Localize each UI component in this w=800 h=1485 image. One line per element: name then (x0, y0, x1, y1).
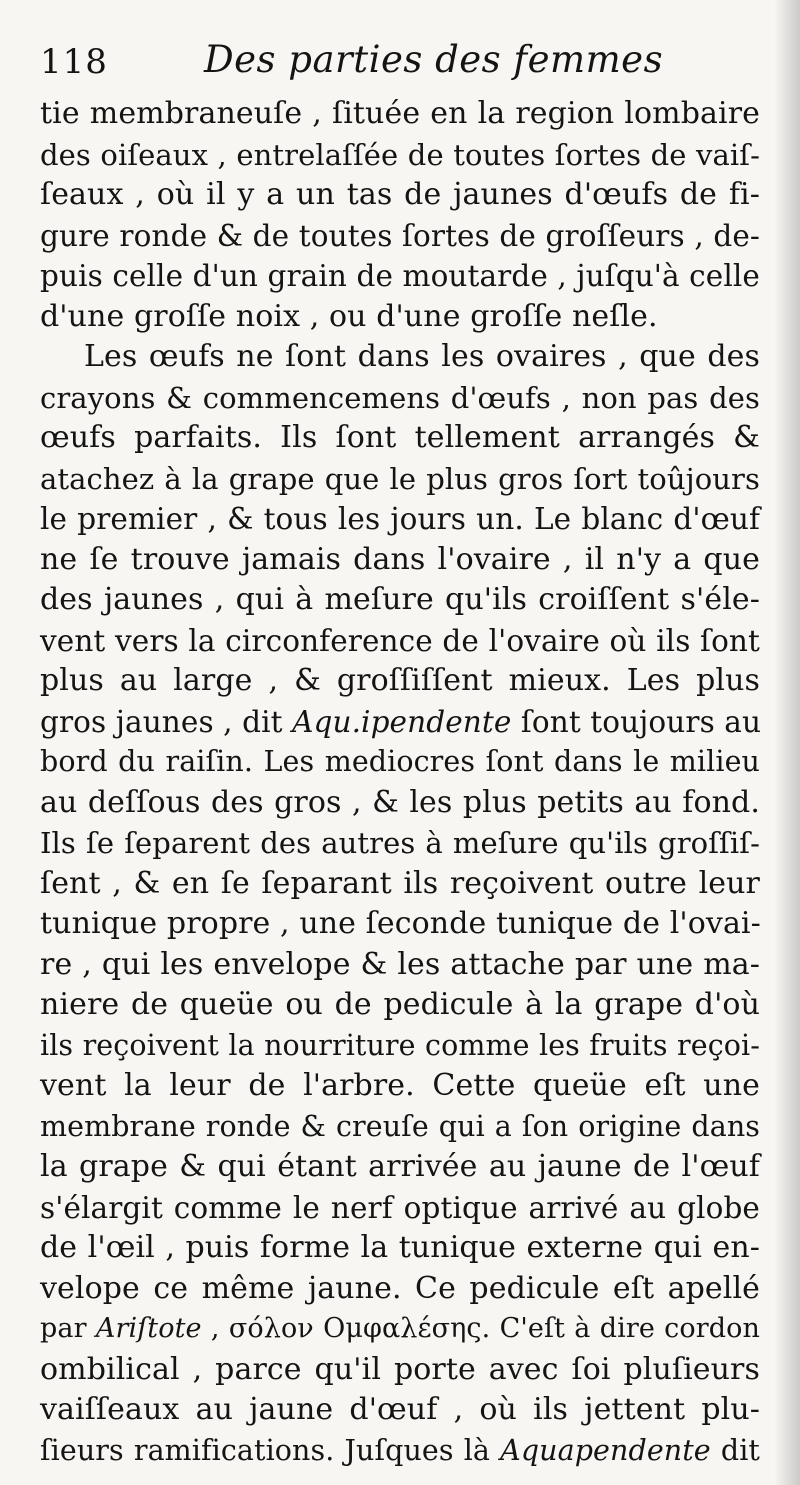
text-line: atachez à la grape que le plus gros ſort toûjours (40, 461, 760, 496)
text-line: le premier , & tous les jours un. Le blanc d'œuf (40, 502, 760, 536)
text-line: œufs parfaits. Ils ſont tellement arrangés & (40, 420, 760, 455)
page-number: 118 (40, 42, 108, 82)
text-line: tie membraneuſe , ſituée en la region lombaire (40, 96, 760, 131)
text-line: vent vers la circonference de l'ovaire où ils ſont (40, 623, 760, 658)
text-line: bord du raiſin. Les mediocres ſont dans le milieu (40, 745, 760, 778)
text-line: plus au large , & groſſiſſent mieux. Les plus (40, 663, 760, 698)
text-line: gros jaunes , dit Aqu.ipendente ſont toujours au (40, 704, 762, 739)
text-line: par Ariſtote , σόλον Ομφαλέσης. C'eſt à dire cordon (40, 1313, 760, 1344)
text-line: des oiſeaux , entrelaſſée de toutes ſortes de vaiſ- (40, 137, 760, 172)
text-line: ſieurs ramifications. Juſques là Aquapendente dit (40, 1433, 760, 1467)
running-title: Des parties des femmes (204, 38, 664, 81)
text-line: Ils ſe ſeparent des autres à meſure qu'ils groſſiſ- (40, 826, 760, 860)
text-line: ils reçoivent la nourriture comme les fruits reçoi- (40, 1028, 760, 1062)
text-line: tunique propre , une ſeconde tunique de l'ovai- (40, 906, 761, 941)
text-line: re , qui les envelope & les attache par une ma- (40, 946, 760, 982)
text-line: membrane ronde & creuſe qui a ſon origine dans (40, 1109, 760, 1143)
text-line: velope ce même jaune. Ce pedicule eſt apellé (40, 1270, 760, 1306)
text-line: d'une groſſe noix , ou d'une groſſe neſle. (40, 298, 658, 334)
text-line: crayons & commencemens d'œufs , non pas des (40, 380, 760, 415)
text-line: des jaunes , qui à meſure qu'ils croiſſent s'éle- (40, 582, 760, 617)
text-line: ombilical , parce qu'il porte avec ſoi pluſieurs (40, 1351, 760, 1387)
text-line: vent la leur de l'arbre. Cette queüe eſt une (40, 1068, 760, 1103)
text-line: s'élargit comme le nerf optique arrivé au globe (40, 1190, 760, 1225)
text-line: niere de queüe ou de pedicule à la grape d'où (40, 987, 760, 1022)
text-line: ſeaux , où il y a un tas de jaunes d'œufs de fi- (40, 177, 760, 212)
page-header (40, 38, 760, 94)
text-line: gure ronde & de toutes ſortes de groſſeurs , de- (40, 218, 760, 253)
text-line: la grape & qui étant arrivée au jaune de l'œuf (40, 1149, 760, 1184)
text-line: ſent , & en ſe ſeparant ils reçoivent outre leur (40, 865, 760, 901)
text-line: vaiſſeaux au jaune d'œuf , où ils jettent plu- (40, 1392, 760, 1427)
body-text (40, 94, 760, 1471)
text-line: au deſſous des gros , & les plus petits au fond. (40, 784, 760, 820)
text-line: puis celle d'un grain de moutarde , juſqu'à celle (40, 259, 760, 293)
text-line: de l'œil , puis forme la tunique externe qui en- (40, 1230, 760, 1265)
text-line: ne ſe trouve jamais dans l'ovaire , il n'y a que (40, 541, 760, 577)
text-line: Les œufs ne ſont dans les ovaires , que des (84, 339, 760, 374)
